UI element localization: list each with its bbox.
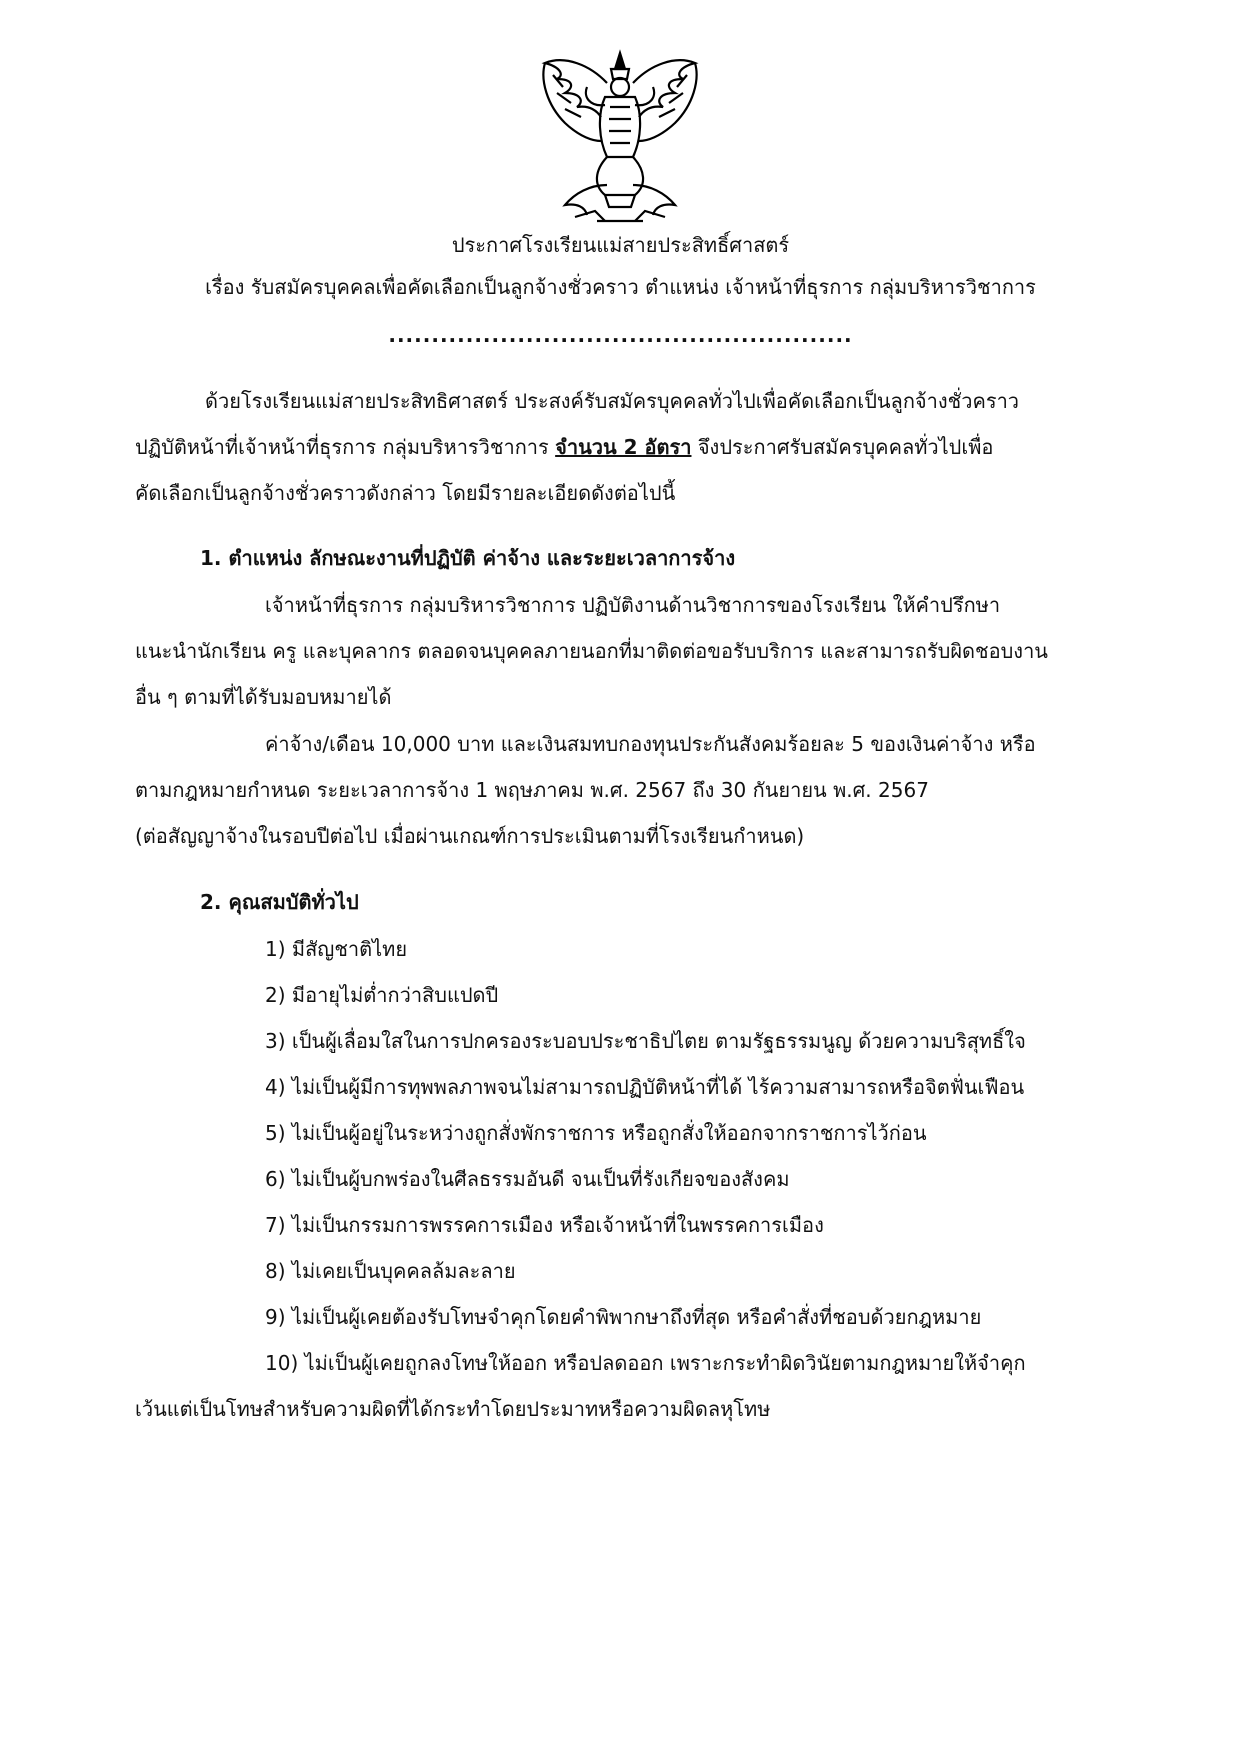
position-count-emphasis: จำนวน 2 อัตรา (555, 435, 692, 459)
qualification-item: 2) มีอายุไม่ต่ำกว่าสิบแปดปี (265, 983, 499, 1007)
section-1-heading: 1. ตำแหน่ง ลักษณะงานที่ปฏิบัติ ค่าจ้าง และระยะเวลาการจ้าง (200, 546, 736, 570)
section-2-heading: 2. คุณสมบัติทั่วไป (200, 890, 359, 914)
qualification-item: 1) มีสัญชาติไทย (265, 937, 408, 961)
qualification-item: 10) ไม่เป็นผู้เคยถูกลงโทษให้ออก หรือปลดออก เพราะกระทำผิดวินัยตามกฎหมายให้จำคุก (265, 1351, 1026, 1375)
qualification-item: 8) ไม่เคยเป็นบุคคลล้มละลาย (265, 1259, 516, 1283)
section-1-p1-line-3: อื่น ๆ ตามที่ได้รับมอบหมายได้ (135, 685, 392, 709)
qualification-item: 4) ไม่เป็นผู้มีการทุพพลภาพจนไม่สามารถปฏิบัติหน้าที่ได้ ไร้ความสามารถหรือจิตฟั่นเฟือน (265, 1075, 1025, 1099)
qualification-item: 3) เป็นผู้เลื่อมใสในการปกครองระบอบประชาธิปไตย ตามรัฐธรรมนูญ ด้วยความบริสุทธิ์ใจ (265, 1029, 1026, 1053)
intro-line-1: ด้วยโรงเรียนแม่สายประสิทธิศาสตร์ ประสงค์รับสมัครบุคคลทั่วไปเพื่อคัดเลือกเป็นลูกจ้างชั่วคราว (205, 389, 1020, 413)
intro-line-2 (135, 432, 993, 462)
announcement-title: ประกาศโรงเรียนแม่สายประสิทธิ์ศาสตร์ (451, 233, 790, 257)
qualification-item: 9) ไม่เป็นผู้เคยต้องรับโทษจำคุกโดยคำพิพากษาถึงที่สุด หรือคำสั่งที่ชอบด้วยกฎหมาย (265, 1305, 982, 1329)
section-1-p1-line-1: เจ้าหน้าที่ธุรการ กลุ่มบริหารวิชาการ ปฏิบัติงานด้านวิชาการของโรงเรียน ให้คำปรึกษา (265, 593, 1001, 617)
qualification-item: 6) ไม่เป็นผู้บกพร่องในศีลธรรมอันดี จนเป็นที่รังเกียจของสังคม (265, 1167, 790, 1191)
separator-dots: ...................................................... (388, 323, 853, 347)
intro-line-2-start: ปฏิบัติหน้าที่เจ้าหน้าที่ธุรการ กลุ่มบริหารวิชาการ (135, 435, 556, 459)
announcement-subject: เรื่อง รับสมัครบุคคลเพื่อคัดเลือกเป็นลูกจ้างชั่วคราว ตำแหน่ง เจ้าหน้าที่ธุรการ กลุ่มบริหารวิชาการ (205, 275, 1036, 299)
section-1-p1-line-2: แนะนำนักเรียน ครู และบุคลากร ตลอดจนบุคคลภายนอกที่มาติดต่อขอรับบริการ และสามารถรับผิดชอบงาน (135, 639, 1048, 663)
qualification-item: 7) ไม่เป็นกรรมการพรรคการเมือง หรือเจ้าหน้าที่ในพรรคการเมือง (265, 1213, 824, 1237)
garuda-emblem-icon (535, 45, 705, 230)
section-1-p2-line-3: (ต่อสัญญาจ้างในรอบปีต่อไป เมื่อผ่านเกณฑ์การประเมินตามที่โรงเรียนกำหนด) (135, 824, 805, 848)
section-1-p2-line-1: ค่าจ้าง/เดือน 10,000 บาท และเงินสมทบกองทุนประกันสังคมร้อยละ 5 ของเงินค่าจ้าง หรือ (265, 732, 1036, 756)
intro-line-2-end: จึงประกาศรับสมัครบุคคลทั่วไปเพื่อ (691, 435, 994, 459)
qualification-item-10-continuation: เว้นแต่เป็นโทษสำหรับความผิดที่ได้กระทำโดยประมาทหรือความผิดลหุโทษ (135, 1397, 771, 1421)
qualification-item: 5) ไม่เป็นผู้อยู่ในระหว่างถูกสั่งพักราชการ หรือถูกสั่งให้ออกจากราชการไว้ก่อน (265, 1121, 927, 1145)
section-1-p2-line-2: ตามกฎหมายกำหนด ระยะเวลาการจ้าง 1 พฤษภาคม พ.ศ. 2567 ถึง 30 กันยายน พ.ศ. 2567 (135, 778, 929, 802)
intro-line-3: คัดเลือกเป็นลูกจ้างชั่วคราวดังกล่าว โดยมีรายละเอียดดังต่อไปนี้ (135, 481, 676, 505)
